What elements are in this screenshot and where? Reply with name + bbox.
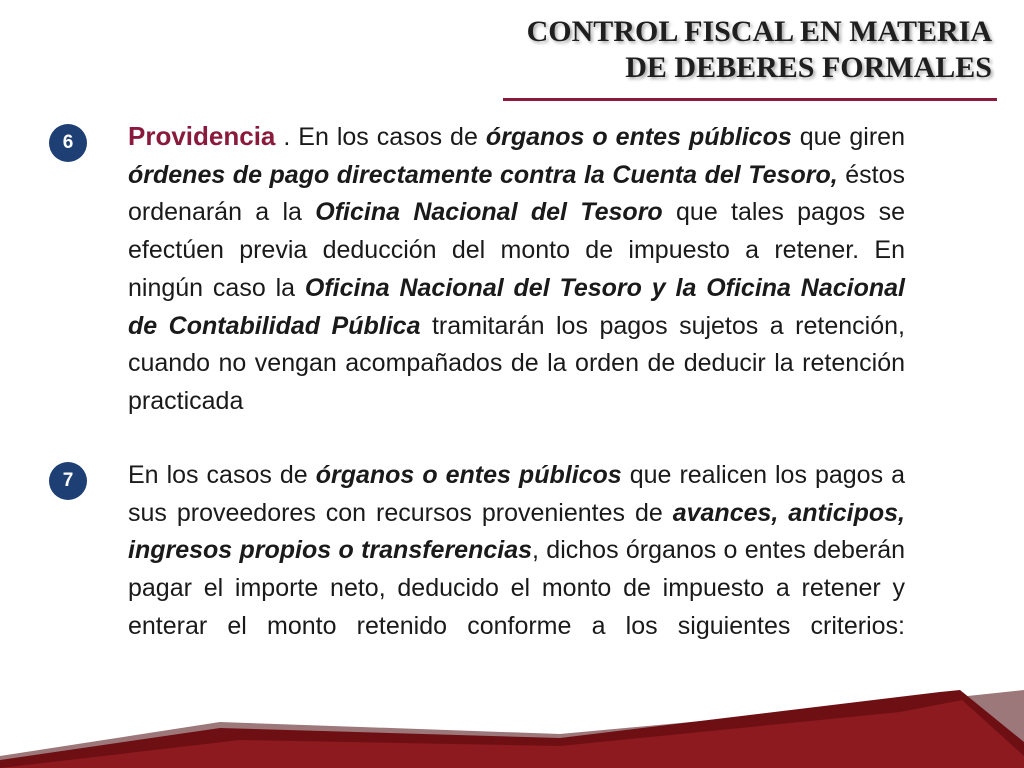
text-run: En los casos de — [298, 123, 486, 151]
paragraph-6 — [128, 118, 905, 421]
emphasis-run: Oficina Nacional del Tesoro y la Oficina Nacional de Contabilidad Pública — [128, 273, 905, 340]
emphasis-run: órganos o entes públicos — [315, 461, 622, 489]
text-run: tramitarán los pagos sujetos a retención, cuando no vengan acompañados de la orden de deducir la retención practicada — [128, 311, 905, 415]
slide-title — [527, 14, 992, 86]
text-run: que giren — [791, 123, 905, 151]
title-underline — [503, 98, 997, 101]
emphasis-run: órdenes de pago directamente contra la Cuenta del Tesoro, — [128, 160, 838, 189]
band-back-layer — [0, 690, 1024, 768]
emphasis-run: Oficina Nacional del Tesoro — [315, 198, 663, 227]
item-number-badge-6: 6 — [49, 124, 87, 162]
text-run: En los casos de — [128, 461, 316, 489]
emphasis-run: órganos o entes públicos — [485, 123, 792, 151]
text-run: que realicen los pagos a sus proveedores con recursos provenientes de — [128, 461, 906, 527]
lead-word: Providencia — [128, 121, 276, 151]
lead-punctuation: . — [275, 123, 299, 151]
item-number-badge-7: 7 — [49, 462, 87, 500]
slide-title-line-2: DE DEBERES FORMALES — [625, 51, 992, 84]
text-run: , dichos órganos o entes deberán pagar el importe neto, deducido el monto de impuesto a retener y enterar el monto retenido conforme a los siguientes criterios: — [128, 536, 905, 640]
slide-title-line-1: CONTROL FISCAL EN MATERIA — [526, 15, 992, 48]
emphasis-run: avances, anticipos, ingresos propios o transferencias — [128, 498, 905, 565]
paragraph-7 — [128, 457, 905, 646]
text-run: que tales pagos se efectúen previa deducción del monto de impuesto a retener. En ningún caso la — [128, 198, 905, 302]
band-dark-layer — [0, 690, 1024, 768]
band-mid-layer — [0, 700, 1024, 768]
text-run: éstos ordenarán a la — [128, 160, 905, 227]
